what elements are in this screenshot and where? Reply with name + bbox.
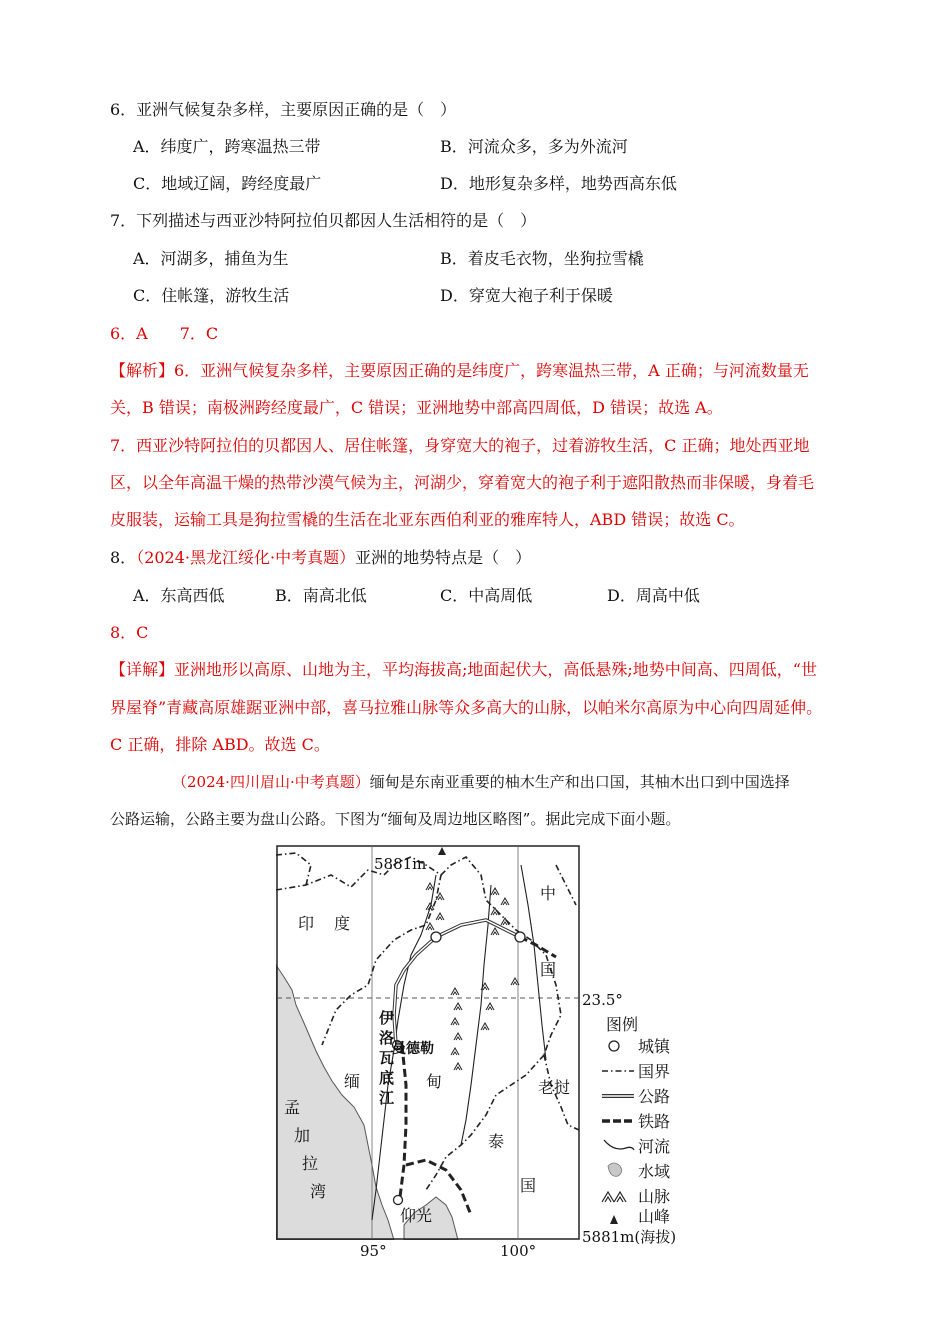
legend-peak-symbol (610, 1215, 618, 1224)
legend-water-symbol (608, 1163, 622, 1176)
q8-option-c: C．中高周低 (440, 586, 533, 605)
explanation-6-7-line3: 7．西亚沙特阿拉伯的贝都因人、居住帐篷，身穿宽大的袍子，过着游牧生活，C 正确；地处西亚地 (110, 436, 810, 455)
city-yangon (394, 1196, 403, 1205)
q7-option-a: A．河湖多，捕鱼为生 (133, 249, 289, 268)
legend-peak: 山峰 (638, 1207, 671, 1226)
city-north-1 (431, 932, 441, 942)
map-label-burma-2: 甸 (426, 1072, 443, 1091)
map-label-river-5: 江 (379, 1089, 395, 1107)
legend-water: 水域 (638, 1162, 671, 1181)
intro-source: （2024·四川眉山·中考真题） (172, 773, 370, 791)
q6-stem: 6．亚洲气候复杂多样，主要原因正确的是（ ） (110, 100, 457, 119)
map-label-china-2: 国 (540, 960, 557, 979)
map-label-bay-3: 拉 (302, 1154, 319, 1173)
q7-option-c: C．住帐篷，游牧生活 (133, 286, 290, 305)
intro-text1: 缅甸是东南亚重要的柚木生产和出口国，其柚木出口到中国选择 (369, 773, 790, 791)
map-label-china-1: 中 (540, 884, 557, 903)
intro-line1 (172, 771, 790, 793)
map-label-river-2: 洛 (379, 1029, 395, 1047)
legend-title: 图例 (606, 1015, 639, 1034)
q7-option-b: B．着皮毛衣物，坐狗拉雪橇 (440, 249, 644, 268)
map-label-river-4: 底 (379, 1069, 395, 1087)
peak-triangle (438, 847, 446, 855)
legend-town: 城镇 (638, 1037, 671, 1056)
legend-mountain-symbol (602, 1192, 626, 1202)
intro-line2: 公路运输，公路主要为盘山公路。下图为“缅甸及周边地区略图”。据此完成下面小题。 (110, 810, 681, 828)
railway-main (400, 1045, 406, 1197)
legend-river-symbol (604, 1140, 634, 1150)
map-longitude-95: 95° (360, 1242, 387, 1260)
legend-border: 国界 (638, 1062, 671, 1081)
city-north-2 (515, 932, 525, 942)
legend-road: 公路 (638, 1087, 671, 1106)
legend-mountain: 山脉 (638, 1187, 671, 1206)
answer-8: 8．C (110, 623, 149, 642)
mountain-range-central (451, 978, 519, 1070)
road-main-inner (394, 937, 436, 1045)
border-india-north (276, 853, 311, 885)
explanation-8-line3: C 正确，排除 ABD。故选 C。 (110, 735, 330, 754)
map-label-india-1: 印 (298, 914, 315, 933)
q7-stem: 7．下列描述与西亚沙特阿拉伯贝都因人生活相符的是（ ） (110, 211, 537, 230)
map-label-bay-2: 加 (294, 1126, 311, 1145)
explanation-6-7-line2: 关，B 错误；南极洲跨经度最广，C 错误；亚洲地势中部高四周低，D 错误；故选 A。 (110, 398, 723, 417)
legend-river: 河流 (638, 1137, 671, 1156)
q6-option-c: C．地域辽阔，跨经度最广 (133, 174, 322, 193)
q8-text: 亚洲的地势特点是（ ） (355, 548, 532, 567)
map-longitude-100: 100° (500, 1242, 537, 1260)
map-peak-label: 5881m (374, 855, 427, 873)
map-label-river-3: 瓦 (379, 1049, 395, 1067)
border-china-east (556, 865, 576, 905)
map-latitude-label: 23.5° (582, 991, 623, 1009)
map-label-thai-1: 泰 (488, 1132, 505, 1151)
explanation-6-7-line1: 【解析】6．亚洲气候复杂多样，主要原因正确的是纬度广，跨寒温热三带，A 正确；与河流数量无 (110, 361, 809, 380)
map-label-river-1: 伊 (379, 1009, 395, 1027)
road-main (394, 937, 436, 1045)
legend-town-symbol (609, 1041, 619, 1051)
explanation-8-line1: 【详解】亚洲地形以高原、山地为主，平均海拔高;地面起伏大，高低悬殊;地势中间高、四周低，“世 (110, 660, 817, 679)
map-label-india-2: 度 (334, 914, 351, 933)
map-label-yangon: 仰光 (400, 1206, 433, 1225)
legend-railway: 铁路 (638, 1112, 671, 1131)
map-label-thai-2: 国 (520, 1176, 537, 1195)
q8-stem (110, 547, 531, 569)
answer-6-7: 6．A 7．C (110, 324, 219, 343)
legend-peak-note: 5881m(海拔) (582, 1228, 677, 1246)
map-label-mandalay: 曼德勒 (392, 1041, 434, 1057)
explanation-8-line2: 界屋脊”青藏高原雄踞亚洲中部，喜马拉雅山脉等众多高大的山脉，以帕米尔高原为中心向四周延伸。 (110, 698, 823, 717)
map-label-bay-1: 孟 (284, 1098, 301, 1117)
q8-option-d: D．周高中低 (607, 586, 700, 605)
q8-option-a: A．东高西低 (133, 586, 225, 605)
explanation-6-7-line4: 区，以全年高温干燥的热带沙漠气候为主，河湖少，穿着宽大的袍子利于遮阳散热而非保暖，身着毛 (110, 473, 815, 492)
map-label-burma-1: 缅 (344, 1072, 361, 1091)
q8-option-b: B．南高北低 (275, 586, 367, 605)
explanation-6-7-line5: 皮服装，运输工具是狗拉雪橇的生活在北亚东西伯利亚的雅库特人，ABD 错误；故选 C。 (110, 510, 745, 529)
map-label-bay-4: 湾 (310, 1182, 327, 1201)
q6-option-a: A．纬度广，跨寒温热三带 (133, 137, 321, 156)
q6-option-d: D．地形复杂多样，地势西高东低 (440, 174, 677, 193)
q8-number: 8． (110, 548, 137, 567)
q8-source: （2024·黑龙江绥化·中考真题） (136, 548, 356, 567)
q6-option-b: B．河流众多，多为外流河 (440, 137, 628, 156)
legend-symbols (600, 1036, 636, 1226)
q7-option-d: D．穿宽大袍子利于保暖 (440, 286, 613, 305)
map-label-laos: 老挝 (538, 1078, 571, 1097)
